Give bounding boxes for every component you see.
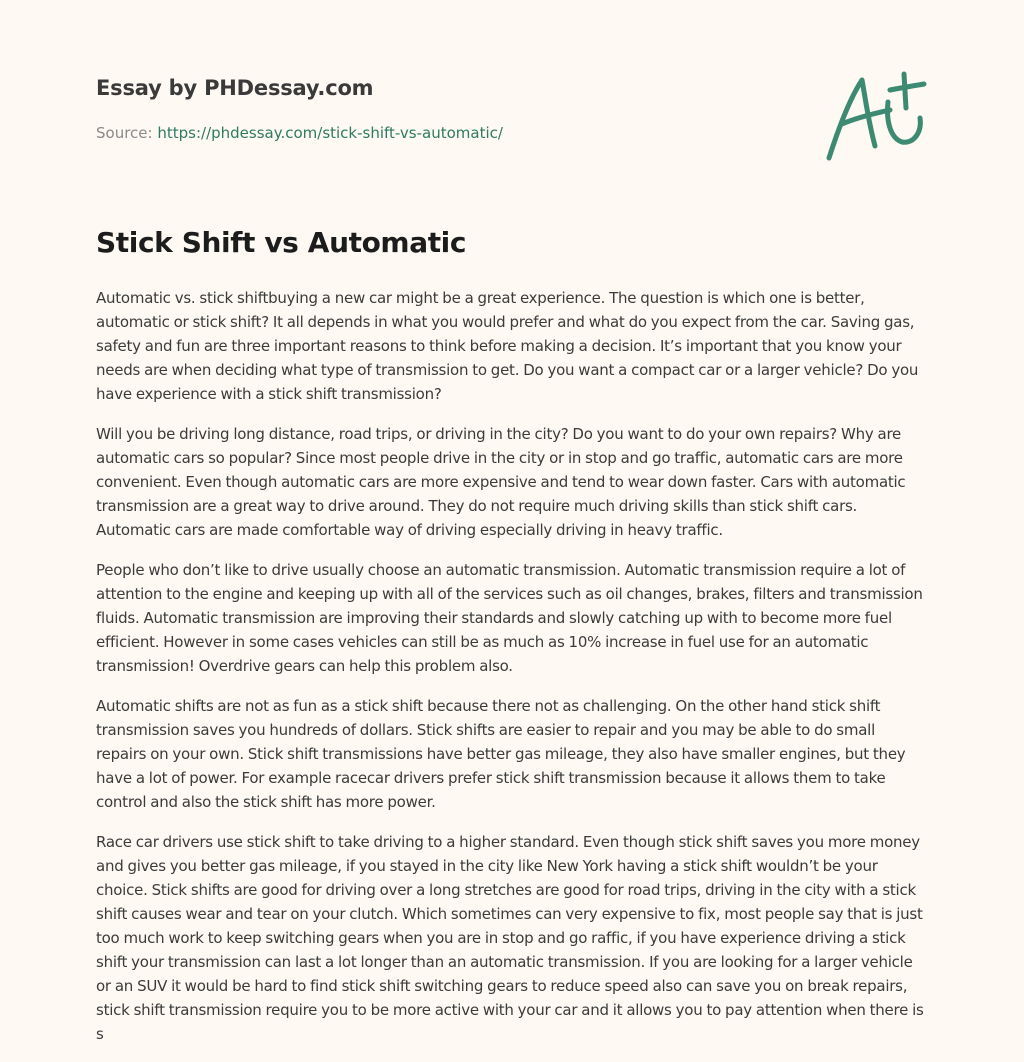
source-label: Source: <box>96 124 153 142</box>
essay-body <box>96 286 928 1062</box>
essay-paragraph: Automatic vs. stick shiftbuying a new car might be a great experience. The question is which one is better, automatic or stick shift? It all depends in what you would prefer and what do you expect from the car. Saving gas, safety and fun are three important reasons to think before making a decision. It’s important that you know your needs are when deciding what type of transmission to get. Do you want a compact car or a larger vehicle? Do you have experience with a stick shift transmission? <box>96 289 919 403</box>
site-title: Essay by PHDessay.com <box>96 76 374 100</box>
a-plus-logo-icon <box>820 68 930 164</box>
essay-paragraph: Race car drivers use stick shift to take driving to a higher standard. Even though stick shift saves you more money and gives you better gas mileage, if you stayed in the city like New York having a stick shift wouldn’t be your choice. Stick shifts are good for driving over a long stretches are good for road trips, driving in the city with a stick shift causes wear and tear on your clutch. Which sometimes can very expensive to fix, most people say that is just too much work to keep switching gears when you are in stop and go raffic, if you have experience driving a stick shift your transmission can last a lot longer than an automatic transmission. If you are looking for a larger vehicle or an SUV it would be hard to find stick shift switching gears to reduce speed also can save you on break repairs, stick shift transmission require you to be more active with your car and it allows you to pay attention when there is s <box>96 833 924 1043</box>
essay-title: Stick Shift vs Automatic <box>96 226 467 259</box>
essay-paragraph: People who don’t like to drive usually choose an automatic transmission. Automatic transmission require a lot of attention to the engine and keeping up with all of the services such as oil changes, brakes, filters and transmission fluids. Automatic transmission are improving their standards and slowly catching up with to become more fuel efficient. However in some cases vehicles can still be as much as 10% increase in fuel use for an automatic transmission! Overdrive gears can help this problem also. <box>96 561 923 675</box>
source-link[interactable]: https://phdessay.com/stick-shift-vs-automatic/ <box>157 124 503 142</box>
essay-paragraph: Automatic shifts are not as fun as a stick shift because there not as challenging. On the other hand stick shift transmission saves you hundreds of dollars. Stick shifts are easier to repair and you may be able to do small repairs on your own. Stick shift transmissions have better gas mileage, they also have smaller engines, but they have a lot of power. For example racecar drivers prefer stick shift transmission because it allows them to take control and also the stick shift has more power. <box>96 697 906 811</box>
essay-paragraph: Will you be driving long distance, road trips, or driving in the city? Do you want to do your own repairs? Why are automatic cars so popular? Since most people drive in the city or in stop and go traffic, automatic cars are more convenient. Even though automatic cars are more expensive and tend to wear down faster. Cars with automatic transmission are a great way to drive around. They do not require much driving skills than stick shift cars. Automatic cars are made comfortable way of driving especially driving in heavy traffic. <box>96 425 906 539</box>
source-line <box>96 124 503 142</box>
